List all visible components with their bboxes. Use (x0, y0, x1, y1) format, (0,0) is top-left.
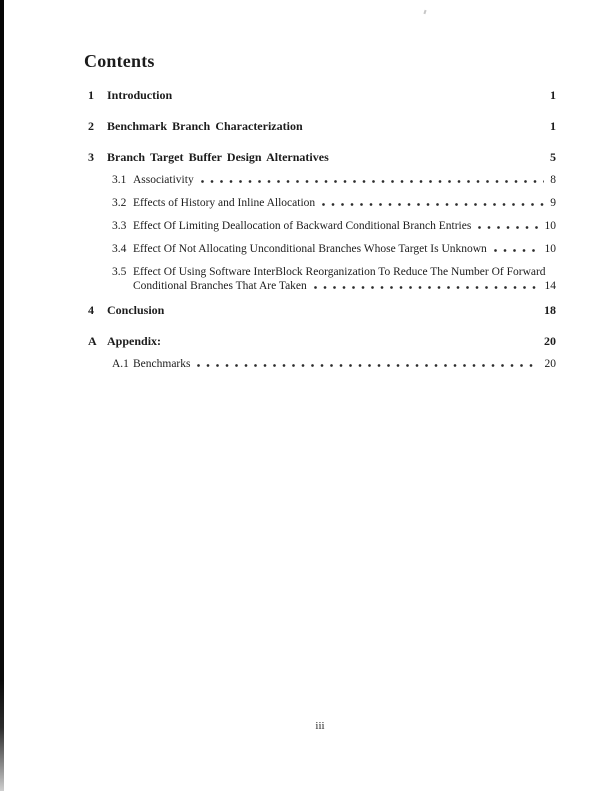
entry-title-line2: Conditional Branches That Are Taken (133, 280, 307, 292)
entry-page: 1 (550, 88, 556, 102)
entry-title: Effects of History and Inline Allocation (133, 197, 316, 209)
toc-entry-benchmarks (84, 357, 556, 372)
entry-page: 18 (544, 303, 556, 317)
footer-page-number: iii (315, 720, 325, 732)
dot-leader (478, 226, 538, 229)
entry-title-line2-row (133, 279, 556, 293)
entry-title: Benchmark Branch Characterization (107, 119, 303, 133)
entry-title: Associativity (133, 174, 194, 186)
entry-number: 3.4 (112, 243, 127, 255)
toc-entry-btb-design-alternatives (84, 150, 556, 165)
entry-title-line1: Effect Of Using Software InterBlock Reorganization To Reduce The Number Of Forward (133, 266, 546, 278)
entry-number: 3.1 (112, 174, 127, 186)
entry-page: 9 (550, 197, 556, 209)
toc-entry-associativity (84, 173, 556, 188)
entry-number: 3.3 (112, 220, 127, 232)
dot-leader (314, 286, 539, 289)
entry-page: 5 (550, 150, 556, 164)
toc-entry-interblock-reorganization (84, 265, 556, 293)
entry-page: 10 (544, 243, 556, 255)
entry-page: 20 (544, 358, 556, 370)
toc-entry-benchmark-branch-characterization (84, 119, 556, 134)
entry-title-block (133, 265, 556, 293)
entry-number: 4 (88, 303, 94, 317)
entry-title: Introduction (107, 88, 173, 102)
entry-page: 1 (550, 119, 556, 133)
entry-page: 10 (544, 220, 556, 232)
toc-page (84, 50, 556, 372)
entry-title: Benchmarks (133, 358, 191, 370)
entry-number: 2 (88, 119, 94, 133)
entry-title: Branch Target Buffer Design Alternatives (107, 150, 329, 164)
entry-title: Appendix: (107, 334, 162, 348)
entry-page: 14 (544, 280, 556, 292)
toc-entry-appendix (84, 334, 556, 349)
toc-entry-introduction (84, 88, 556, 103)
toc-entry-conclusion (84, 303, 556, 318)
entry-page: 8 (550, 174, 556, 186)
scan-speck (423, 10, 426, 14)
entry-title: Effect Of Limiting Deallocation of Backward Conditional Branch Entries (133, 220, 472, 232)
entry-number: 3.5 (112, 266, 127, 278)
toc-entry-not-allocating-unconditional (84, 242, 556, 257)
entry-title: Effect Of Not Allocating Unconditional Branches Whose Target Is Unknown (133, 243, 487, 255)
scan-edge-bar (0, 0, 4, 791)
dot-leader (494, 249, 539, 252)
dot-leader (322, 203, 544, 206)
entry-title: Conclusion (107, 303, 165, 317)
toc-entry-history-inline-allocation (84, 196, 556, 211)
dot-leader (201, 180, 545, 183)
entry-page: 20 (544, 334, 556, 348)
entry-number: A (88, 334, 97, 348)
entry-number: A.1 (112, 358, 129, 370)
page-title: Contents (84, 51, 155, 71)
toc-entry-limiting-deallocation (84, 219, 556, 234)
entry-number: 3 (88, 150, 94, 164)
dot-leader (197, 364, 538, 367)
entry-number: 1 (88, 88, 94, 102)
entry-number: 3.2 (112, 197, 127, 209)
